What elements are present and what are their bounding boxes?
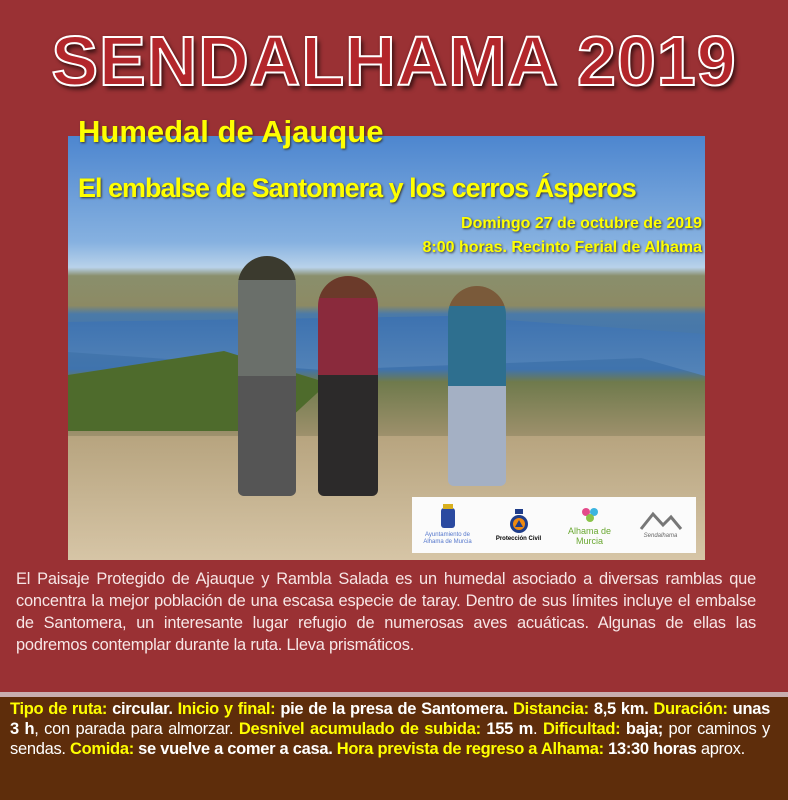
note-dificultad: por caminos y sendas.	[10, 720, 771, 758]
value-tipo: circular.	[107, 700, 178, 718]
route-description: El Paisaje Protegido de Ajauque y Rambla Salada es un humedal asociado a diversas ramblas que concentra la mejor población de una escasa especie de taray. Dentro de sus límites incluye el embalse de Santomera, un interesante lugar refugio de numerosas aves acuáticas. Algunas de ellas las podremos contemplar durante la ruta. Lleva prismáticos.	[16, 570, 756, 654]
value-regreso: 13:30 horas	[603, 740, 697, 758]
sponsor-logos	[412, 497, 696, 553]
value-comida: se vuelve a comer a casa.	[133, 740, 337, 758]
label-distancia: Distancia:	[513, 700, 589, 718]
value-inicio: pie de la presa de Santomera.	[275, 700, 514, 718]
event-date: Domingo 27 de octubre de 2019	[461, 215, 702, 232]
logo-ayuntamiento: Ayuntamiento de Alhama de Murcia	[415, 504, 481, 546]
logo-sendalhama: Sendalhama	[628, 511, 694, 540]
note-duracion: , con parada para almorzar.	[34, 720, 239, 738]
logo-alhama: Alhama de Murcia	[557, 504, 623, 546]
route-info-box: Tipo de ruta: circular. Inicio y final: pie de la presa de Santomera. Distancia: 8,5 km. Duración: unas 3 h, con parada para almorzar. Desnivel acumulado de subida: 155 m. Dificultad: baja; por caminos y sendas. Comida: se vuelve a comer a casa. Hora prevista de regreso a Alhama: 13:30 horas aprox.	[0, 697, 788, 800]
label-duracion: Duración:	[653, 700, 728, 718]
civil-protection-icon	[508, 508, 530, 534]
value-duracion: unas 3 h	[10, 700, 770, 738]
meeting-point: 8:00 horas. Recinto Ferial de Alhama	[422, 239, 702, 256]
note-regreso: aprox.	[696, 740, 745, 758]
mountains-icon	[639, 511, 683, 531]
poster-title: SENDALHAMA 2019	[51, 22, 737, 100]
value-distancia: 8,5 km.	[588, 700, 649, 718]
subtitle: Humedal de Ajauque	[78, 114, 384, 149]
label-regreso: Hora prevista de regreso a Alhama:	[336, 740, 604, 758]
label-inicio: Inicio y final:	[177, 700, 276, 718]
route-title: El embalse de Santomera y los cerros Ásperos	[78, 173, 636, 203]
coat-of-arms-icon	[439, 504, 457, 530]
value-desnivel: 155 m	[480, 720, 534, 738]
logo-proteccion-civil: Protección Civil	[486, 508, 552, 543]
label-dificultad: Dificultad:	[542, 720, 621, 738]
event-date-block	[423, 212, 703, 260]
label-tipo: Tipo de ruta:	[10, 700, 108, 718]
label-desnivel: Desnivel acumulado de subida:	[238, 720, 481, 738]
alhama-flower-icon	[578, 504, 602, 524]
value-dificultad: baja;	[620, 720, 663, 738]
label-comida: Comida:	[69, 740, 134, 758]
